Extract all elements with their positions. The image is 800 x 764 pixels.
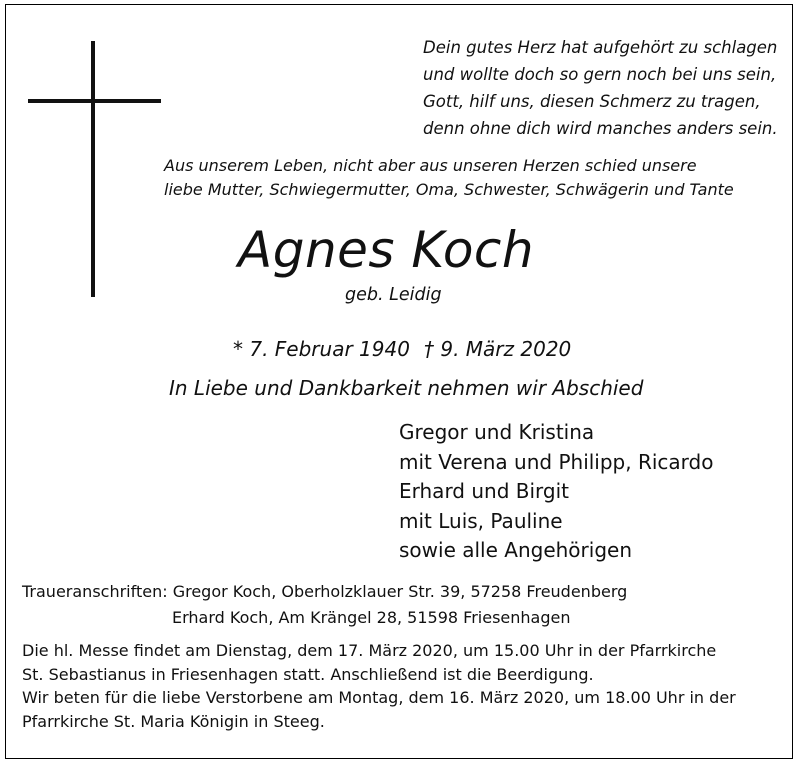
birth-date: * 7. Februar 1940: [233, 337, 410, 361]
family-list: [399, 418, 713, 566]
farewell-text: In Liebe und Dankbarkeit nehmen wir Abschied: [169, 376, 644, 400]
death-date: † 9. März 2020: [424, 337, 572, 361]
family-line: mit Verena und Philipp, Ricardo: [399, 449, 714, 474]
poem-line: Gott, hilf uns, diesen Schmerz zu tragen,: [423, 92, 761, 111]
poem-line: denn ohne dich wird manches anders sein.: [423, 119, 778, 138]
family-line: Gregor und Kristina: [399, 420, 595, 444]
intro-text: [164, 154, 734, 202]
poem-line: Dein gutes Herz hat aufgehört zu schlagen: [423, 38, 778, 57]
service-info-line: St. Sebastianus in Friesenhagen statt. Anschließend ist die Beerdigung.: [22, 664, 594, 684]
maiden-name: geb. Leidig: [345, 285, 442, 305]
address-line-2: Erhard Koch, Am Krängel 28, 51598 Friesenhagen: [172, 608, 571, 627]
cross-horizontal-bar: [28, 99, 161, 103]
service-info-line: Die hl. Messe findet am Dienstag, dem 17. März 2020, um 15.00 Uhr in der Pfarrkirche: [22, 641, 717, 660]
service-info-line: Wir beten für die liebe Verstorbene am Montag, dem 16. März 2020, um 18.00 Uhr in der: [22, 688, 736, 707]
address-line-1: Traueranschriften: Gregor Koch, Oberholzklauer Str. 39, 57258 Freudenberg: [22, 582, 628, 601]
family-line: mit Luis, Pauline: [399, 508, 563, 533]
service-info-line: Pfarrkirche St. Maria Königin in Steeg.: [22, 711, 325, 731]
cross-vertical-bar: [91, 41, 95, 297]
family-line: sowie alle Angehörigen: [399, 538, 632, 562]
family-line: Erhard und Birgit: [399, 479, 570, 503]
poem-line: und wollte doch so gern noch bei uns sein,: [423, 65, 777, 84]
poem: [423, 34, 778, 142]
service-info: [22, 639, 736, 733]
intro-line: Aus unserem Leben, nicht aber aus unseren Herzen schied unsere: [164, 156, 697, 175]
deceased-name: Agnes Koch: [238, 221, 535, 279]
intro-line: liebe Mutter, Schwiegermutter, Oma, Schwester, Schwägerin und Tante: [164, 180, 734, 199]
